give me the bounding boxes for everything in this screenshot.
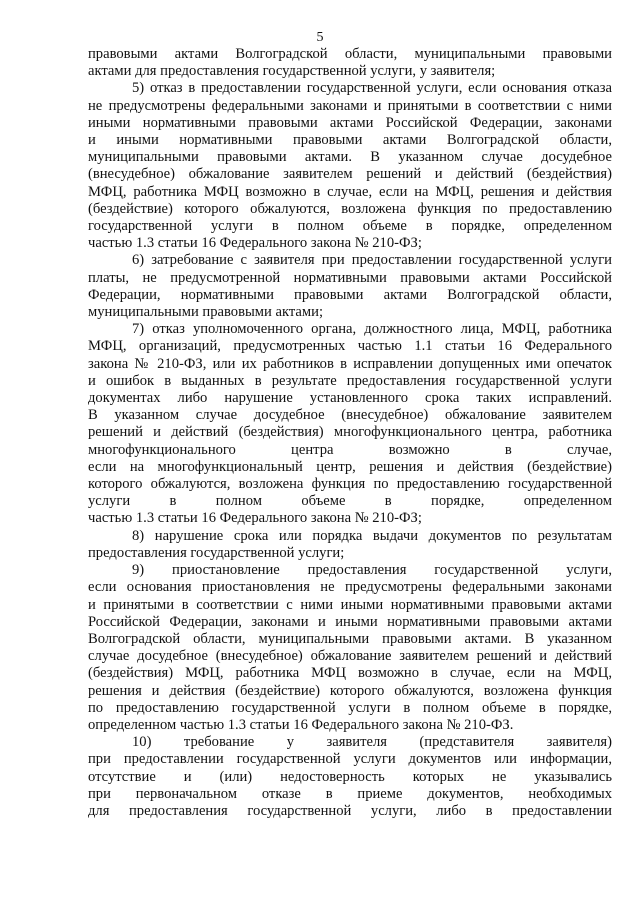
text-line: Волгоградской области, муниципальными правовыми актами. В указанном (88, 630, 612, 647)
text-line: государственной услуги в полном объеме в порядке, определенном (88, 218, 612, 235)
text-line: частью 1.3 статьи 16 Федерального закона № 210-ФЗ; (88, 235, 422, 252)
paragraph (88, 321, 612, 527)
text-line: муниципальными правовыми актами. В указанном случае досудебное (88, 149, 612, 166)
text-line: при предоставлении государственной услуги документов или информации, (88, 751, 612, 768)
text-line: решения и действия (бездействие) которого обжалуются, возложена функция (88, 682, 612, 699)
text-line: решений и действий (бездействия) многофункционального центра, работника (88, 424, 612, 441)
page-number: 5 (316, 30, 324, 45)
text-line: (бездействия) МФЦ, работника МФЦ возможно в случае, если на МФЦ, (88, 665, 612, 682)
document-body (88, 46, 612, 820)
paragraph (88, 528, 612, 562)
text-line: если на многофункциональный центр, решения и действия (бездействие) (88, 458, 612, 475)
text-line: 6) затребование с заявителя при предоставлении государственной услуги (132, 252, 612, 269)
text-line: 5) отказ в предоставлении государственной услуги, если основания отказа (132, 80, 612, 97)
text-line: которого обжалуются, возложена функция по предоставлению государственной (88, 476, 612, 493)
text-line: МФЦ, организаций, предусмотренных частью 1.1 статьи 16 Федерального (88, 338, 612, 355)
text-line: правовыми актами Волгоградской области, муниципальными правовыми (88, 46, 612, 62)
text-line: и иными нормативными правовыми актами Волгоградской области, (88, 132, 612, 149)
text-line: Российской Федерации, законами и иными нормативными правовыми актами (88, 613, 612, 630)
text-line: отсутствие и (или) недостоверность которых не указывались (88, 768, 612, 785)
text-line: случае досудебное (внесудебное) обжалование заявителем решений и действий (88, 648, 612, 665)
text-line: и ошибок в выданных в результате предоставления государственной услуги (88, 372, 612, 389)
text-line: актами для предоставления государственной услуги, у заявителя; (88, 63, 496, 80)
text-line: для предоставления государственной услуги, либо в предоставлении (88, 802, 612, 819)
text-line: по предоставлению государственной услуги в полном объеме в порядке, (88, 699, 612, 716)
text-line: (бездействие) которого обжалуются, возложена функция по предоставлению (88, 200, 612, 217)
text-line: при первоначальном отказе в приеме документов, необходимых (88, 785, 612, 802)
text-line: услуги в полном объеме в порядке, определенном (88, 493, 612, 510)
text-line: платы, не предусмотренной нормативными правовыми актами Российской (88, 269, 612, 286)
text-line: 8) нарушение срока или порядка выдачи документов по результатам (132, 527, 612, 544)
paragraph (88, 80, 612, 252)
text-line: многофункционального центра возможно в случае, (88, 441, 612, 458)
text-line: частью 1.3 статьи 16 Федерального закона № 210-ФЗ; (88, 510, 422, 527)
text-line: 9) приостановление предоставления государственной услуги, (132, 562, 612, 579)
text-line: 10) требование у заявителя (представителя заявителя) (132, 734, 612, 751)
text-line: муниципальными правовыми актами; (88, 304, 324, 321)
text-line: если основания приостановления не предусмотрены федеральными законами (88, 579, 612, 596)
text-line: (внесудебное) обжалование заявителем решений и действий (бездействия) (88, 166, 612, 183)
paragraph (88, 252, 612, 321)
text-line: Федерации, нормативными правовыми актами Волгоградской области, (88, 286, 612, 303)
text-line: и принятыми в соответствии с ними иными нормативными правовыми актами (88, 596, 612, 613)
paragraph (88, 46, 612, 80)
text-line: 7) отказ уполномоченного органа, должностного лица, МФЦ, работника (132, 321, 612, 338)
text-line: не предусмотрены федеральными законами и принятыми в соответствии с ними (88, 97, 612, 114)
text-line: закона № 210-ФЗ, или их работников в исправлении допущенных ими опечаток (88, 355, 612, 372)
text-line: иными нормативными правовыми актами Российской Федерации, законами (88, 114, 612, 131)
paragraph (88, 734, 612, 820)
text-line: предоставления государственной услуги; (88, 544, 345, 561)
text-line: документах либо нарушение установленного срока таких исправлений. (88, 390, 612, 407)
paragraph (88, 562, 612, 734)
text-line: В указанном случае досудебное (внесудебное) обжалование заявителем (88, 407, 612, 424)
text-line: МФЦ, работника МФЦ возможно в случае, если на МФЦ, решения и действия (88, 183, 612, 200)
text-line: определенном частью 1.3 статьи 16 Федерального закона № 210-ФЗ. (88, 716, 514, 733)
